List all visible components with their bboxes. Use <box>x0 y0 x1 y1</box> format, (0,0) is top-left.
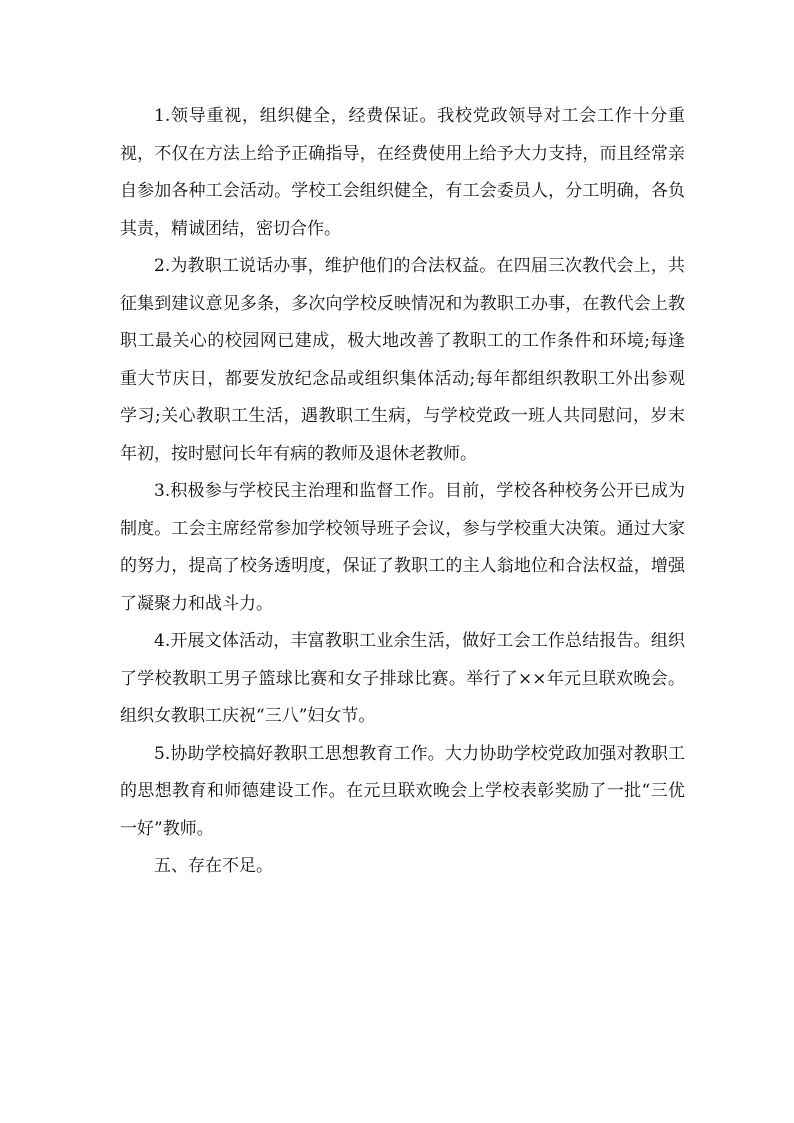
paragraph-leadership: 1.领导重视，组织健全，经费保证。我校党政领导对工会工作十分重视，不仅在方法上给予正确指导，在经费使用上给予大力支持，而且经常亲自参加各种工会活动。学校工会组织健全，有工会委员人，分工明确，各负其责，精诚团结，密切合作。 <box>120 106 685 239</box>
section-heading: 五、存在不足。 <box>154 856 273 876</box>
paragraph-rights: 2.为教职工说话办事，维护他们的合法权益。在四届三次教代会上，共征集到建议意见多条，多次向学校反映情况和为教职工办事，在教代会上教职工最关心的校园网已建成，极大地改善了教职工的工作条件和环境;每逢重大节庆日，都要发放纪念品或组织集体活动;每年都组织教职工外出参观学习;关心教职工生活，遇教职工生病，与学校党政一班人共同慰问，岁末年初，按时慰问长年有病的教师及退休老教师。 <box>120 256 685 464</box>
paragraph-governance: 3.积极参与学校民主治理和监督工作。目前，学校各种校务公开已成为制度。工会主席经常参加学校领导班子会议，参与学校重大决策。通过大家的努力，提高了校务透明度，保证了教职工的主人翁地位和合法权益，增强了凝聚力和战斗力。 <box>120 481 685 614</box>
document-body <box>120 98 685 886</box>
paragraph-activities: 4.开展文体活动，丰富教职工业余生活，做好工会工作总结报告。组织了学校教职工男子篮球比赛和女子排球比赛。举行了××年元旦联欢晚会。组织女教职工庆祝“三八”妇女节。 <box>120 631 685 726</box>
paragraph-education: 5.协助学校搞好教职工思想教育工作。大力协助学校党政加强对教职工的思想教育和师德建设工作。在元旦联欢晚会上学校表彰奖励了一批“三优一好”教师。 <box>120 743 685 839</box>
